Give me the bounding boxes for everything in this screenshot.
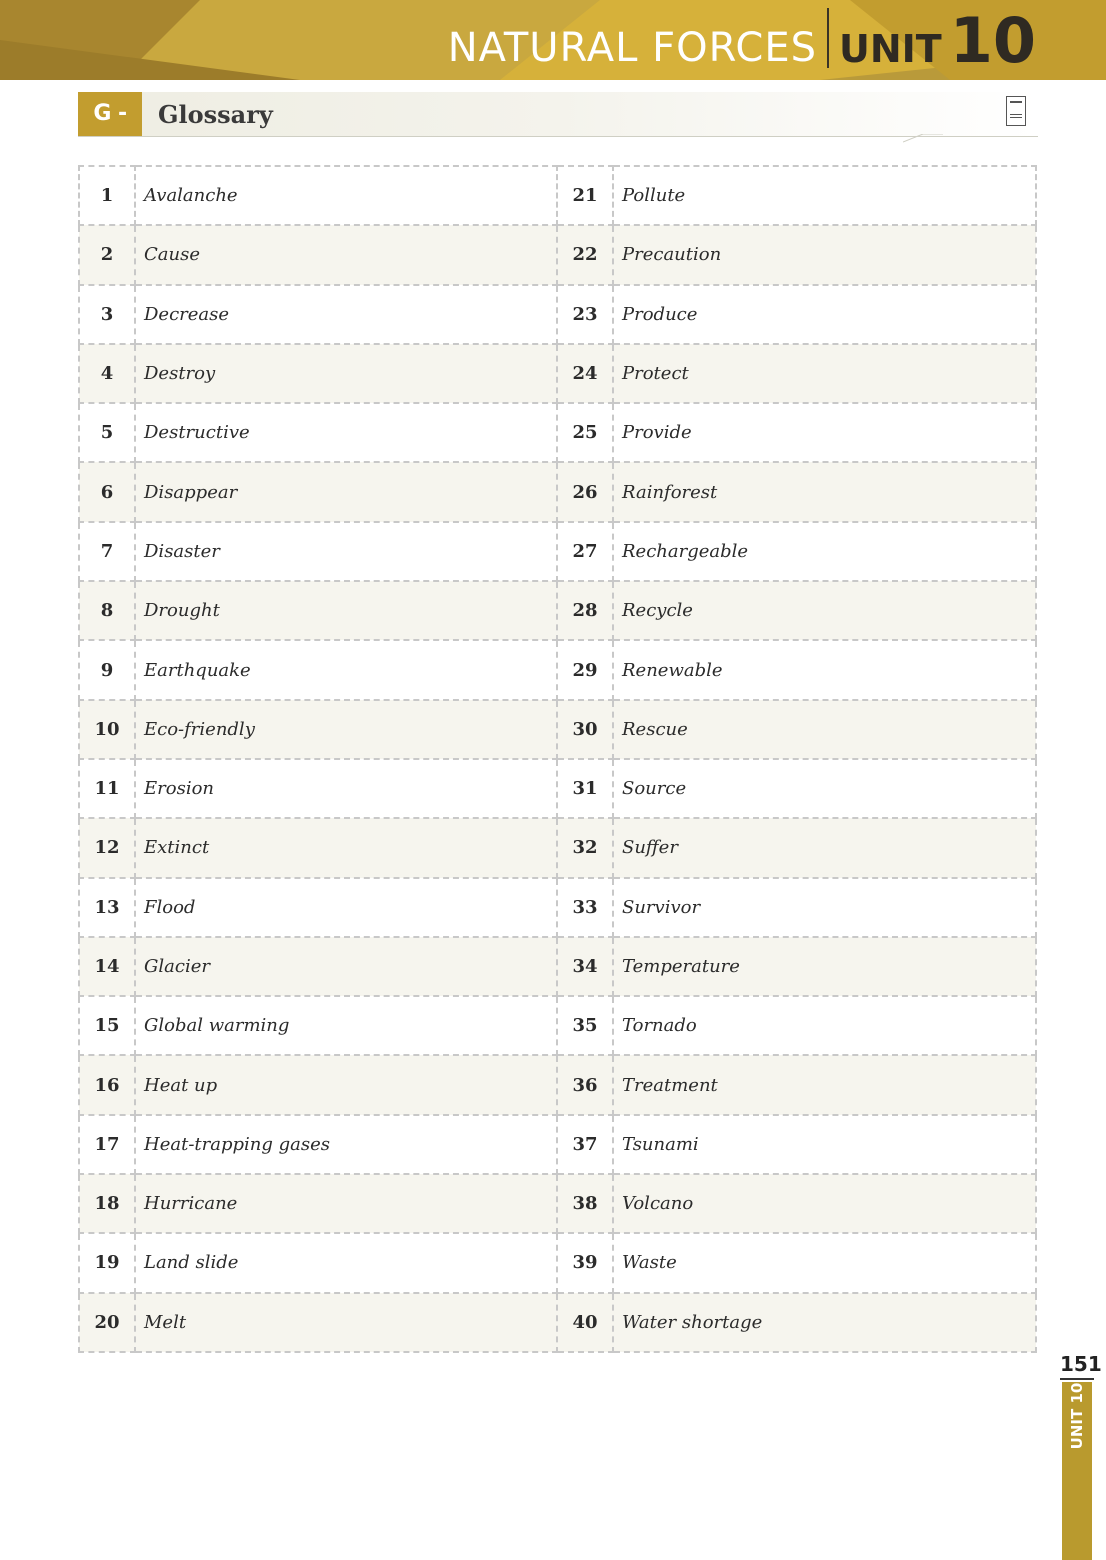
term-word: Land slide xyxy=(135,1233,557,1292)
term-word: Waste xyxy=(613,1233,1036,1292)
header-banner xyxy=(0,0,1106,80)
term-word: Renewable xyxy=(613,640,1036,699)
term-word: Survivor xyxy=(613,878,1036,937)
table-row xyxy=(79,1293,1036,1352)
table-row xyxy=(79,640,1036,699)
term-word: Tornado xyxy=(613,996,1036,1055)
side-tab-label: UNIT 10 xyxy=(1068,1382,1086,1450)
term-word: Recycle xyxy=(613,581,1036,640)
term-word: Extinct xyxy=(135,818,557,877)
glossary-body xyxy=(79,166,1036,1352)
term-word: Global warming xyxy=(135,996,557,1055)
section-title: Glossary xyxy=(158,100,273,129)
term-number: 22 xyxy=(557,225,613,284)
table-row xyxy=(79,878,1036,937)
term-number: 37 xyxy=(557,1115,613,1174)
term-number: 33 xyxy=(557,878,613,937)
term-number: 29 xyxy=(557,640,613,699)
term-word: Provide xyxy=(613,403,1036,462)
unit-title xyxy=(448,6,1036,76)
glossary-table xyxy=(78,165,1037,1353)
term-word: Cause xyxy=(135,225,557,284)
term-number: 8 xyxy=(79,581,135,640)
unit-number: 10 xyxy=(949,4,1036,77)
table-row xyxy=(79,700,1036,759)
term-number: 25 xyxy=(557,403,613,462)
term-word: Heat-trapping gases xyxy=(135,1115,557,1174)
term-number: 3 xyxy=(79,285,135,344)
term-number: 30 xyxy=(557,700,613,759)
term-number: 13 xyxy=(79,878,135,937)
table-row xyxy=(79,462,1036,521)
term-number: 28 xyxy=(557,581,613,640)
table-row xyxy=(79,1115,1036,1174)
term-number: 5 xyxy=(79,403,135,462)
table-row xyxy=(79,937,1036,996)
term-number: 2 xyxy=(79,225,135,284)
term-number: 35 xyxy=(557,996,613,1055)
term-number: 14 xyxy=(79,937,135,996)
term-word: Flood xyxy=(135,878,557,937)
term-number: 38 xyxy=(557,1174,613,1233)
term-word: Precaution xyxy=(613,225,1036,284)
table-row xyxy=(79,1174,1036,1233)
glossary-book-icon xyxy=(1006,96,1026,126)
term-word: Pollute xyxy=(613,166,1036,225)
term-word: Protect xyxy=(613,344,1036,403)
term-word: Avalanche xyxy=(135,166,557,225)
table-row xyxy=(79,996,1036,1055)
term-word: Tsunami xyxy=(613,1115,1036,1174)
page-number: 151 xyxy=(1060,1352,1094,1380)
table-row xyxy=(79,1233,1036,1292)
term-number: 40 xyxy=(557,1293,613,1352)
term-number: 10 xyxy=(79,700,135,759)
term-word: Heat up xyxy=(135,1055,557,1114)
term-word: Hurricane xyxy=(135,1174,557,1233)
term-number: 39 xyxy=(557,1233,613,1292)
table-row xyxy=(79,759,1036,818)
term-word: Rainforest xyxy=(613,462,1036,521)
term-word: Temperature xyxy=(613,937,1036,996)
term-word: Destructive xyxy=(135,403,557,462)
term-number: 21 xyxy=(557,166,613,225)
term-word: Drought xyxy=(135,581,557,640)
term-word: Glacier xyxy=(135,937,557,996)
side-tab xyxy=(1062,1382,1092,1560)
term-number: 36 xyxy=(557,1055,613,1114)
term-number: 20 xyxy=(79,1293,135,1352)
table-row xyxy=(79,818,1036,877)
term-word: Melt xyxy=(135,1293,557,1352)
term-word: Eco-friendly xyxy=(135,700,557,759)
table-row xyxy=(79,581,1036,640)
term-word: Disappear xyxy=(135,462,557,521)
term-number: 34 xyxy=(557,937,613,996)
term-word: Suffer xyxy=(613,818,1036,877)
table-row xyxy=(79,166,1036,225)
term-word: Destroy xyxy=(135,344,557,403)
term-word: Disaster xyxy=(135,522,557,581)
section-header xyxy=(78,92,1038,170)
term-number: 26 xyxy=(557,462,613,521)
term-word: Water shortage xyxy=(613,1293,1036,1352)
section-bar-tail xyxy=(903,134,943,144)
term-number: 6 xyxy=(79,462,135,521)
table-row xyxy=(79,403,1036,462)
table-row xyxy=(79,1055,1036,1114)
term-word: Volcano xyxy=(613,1174,1036,1233)
term-number: 4 xyxy=(79,344,135,403)
term-number: 18 xyxy=(79,1174,135,1233)
term-word: Decrease xyxy=(135,285,557,344)
term-number: 9 xyxy=(79,640,135,699)
term-number: 11 xyxy=(79,759,135,818)
term-word: Produce xyxy=(613,285,1036,344)
table-row xyxy=(79,225,1036,284)
term-number: 31 xyxy=(557,759,613,818)
unit-name: NATURAL FORCES xyxy=(447,25,817,71)
term-number: 17 xyxy=(79,1115,135,1174)
term-number: 27 xyxy=(557,522,613,581)
term-number: 24 xyxy=(557,344,613,403)
term-number: 1 xyxy=(79,166,135,225)
term-word: Source xyxy=(613,759,1036,818)
term-number: 32 xyxy=(557,818,613,877)
term-number: 16 xyxy=(79,1055,135,1114)
term-number: 12 xyxy=(79,818,135,877)
term-word: Earthquake xyxy=(135,640,557,699)
section-code: G - 10 xyxy=(78,92,142,136)
term-word: Rechargeable xyxy=(613,522,1036,581)
term-number: 7 xyxy=(79,522,135,581)
term-word: Erosion xyxy=(135,759,557,818)
table-row xyxy=(79,285,1036,344)
term-word: Treatment xyxy=(613,1055,1036,1114)
term-number: 23 xyxy=(557,285,613,344)
term-number: 15 xyxy=(79,996,135,1055)
table-row xyxy=(79,344,1036,403)
table-row xyxy=(79,522,1036,581)
term-word: Rescue xyxy=(613,700,1036,759)
unit-word: UNIT xyxy=(839,27,942,71)
term-number: 19 xyxy=(79,1233,135,1292)
